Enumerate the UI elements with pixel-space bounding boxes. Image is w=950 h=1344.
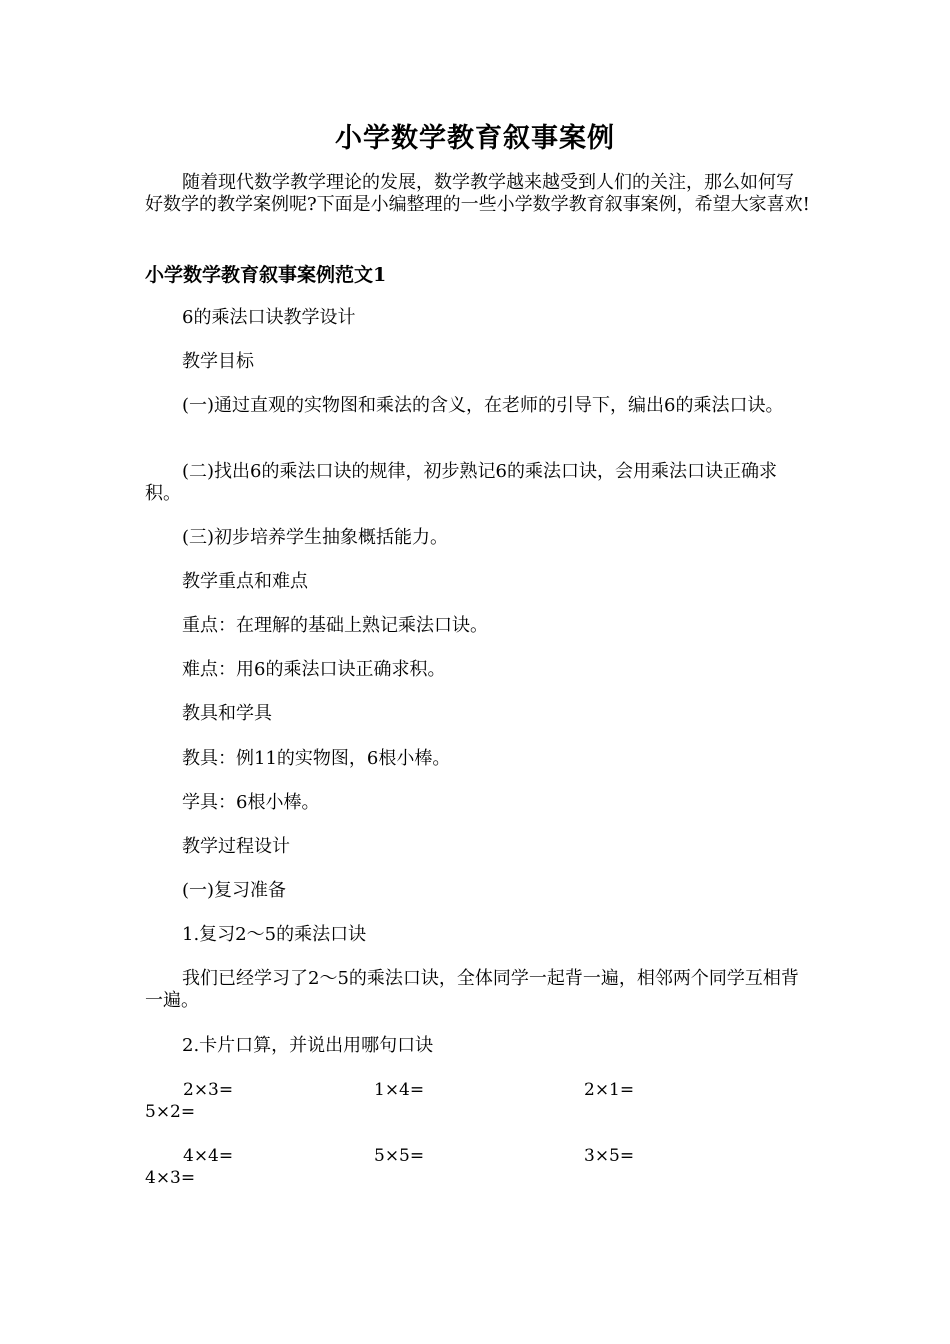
paragraph: 6的乘法口诀教学设计	[182, 307, 356, 328]
paragraph: 我们已经学习了2～5的乘法口诀，全体同学一起背一遍，相邻两个同学互相背一遍。	[145, 968, 799, 1011]
paragraph: (一)复习准备	[182, 880, 287, 901]
paragraph: 教学目标	[182, 351, 254, 372]
paragraph: 重点：在理解的基础上熟记乘法口诀。	[182, 615, 488, 636]
paragraph: (三)初步培养学生抽象概括能力。	[182, 527, 449, 548]
math-problem: 5×5=	[374, 1146, 425, 1166]
paragraph: 难点：用6的乘法口诀正确求积。	[182, 659, 446, 680]
paragraph: (一)通过直观的实物图和乘法的含义，在老师的引导下，编出6的乘法口诀。	[182, 395, 784, 416]
math-problem: 2×3=	[183, 1080, 234, 1100]
paragraph: 学具：6根小棒。	[182, 792, 320, 813]
section-heading: 小学数学教育叙事案例范文1	[145, 264, 387, 286]
paragraph: 教具：例11的实物图，6根小棒。	[182, 748, 451, 769]
math-problem: 3×5=	[584, 1146, 635, 1166]
paragraph: (二)找出6的乘法口诀的规律，初步熟记6的乘法口诀，会用乘法口诀正确求积。	[145, 461, 777, 504]
paragraph: 教具和学具	[182, 703, 272, 724]
paragraph: 教学重点和难点	[182, 571, 308, 592]
math-problem: 4×4=	[183, 1146, 234, 1166]
document-title: 小学数学教育叙事案例	[335, 123, 615, 154]
math-problem-row	[0, 1080, 950, 1124]
paragraph: 1.复习2～5的乘法口诀	[182, 924, 367, 945]
math-problem: 5×2=	[145, 1102, 196, 1122]
math-problem: 2×1=	[584, 1080, 635, 1100]
math-problem-row	[0, 1146, 950, 1190]
paragraph: 教学过程设计	[182, 836, 290, 857]
intro-paragraph: 随着现代数学教学理论的发展，数学教学越来越受到人们的关注，那么如何写好数学的教学案例呢?下面是小编整理的一些小学数学教育叙事案例，希望大家喜欢!	[145, 172, 810, 215]
math-problem: 4×3=	[145, 1168, 196, 1188]
math-problem: 1×4=	[374, 1080, 425, 1100]
paragraph: 2.卡片口算，并说出用哪句口诀	[182, 1035, 434, 1056]
